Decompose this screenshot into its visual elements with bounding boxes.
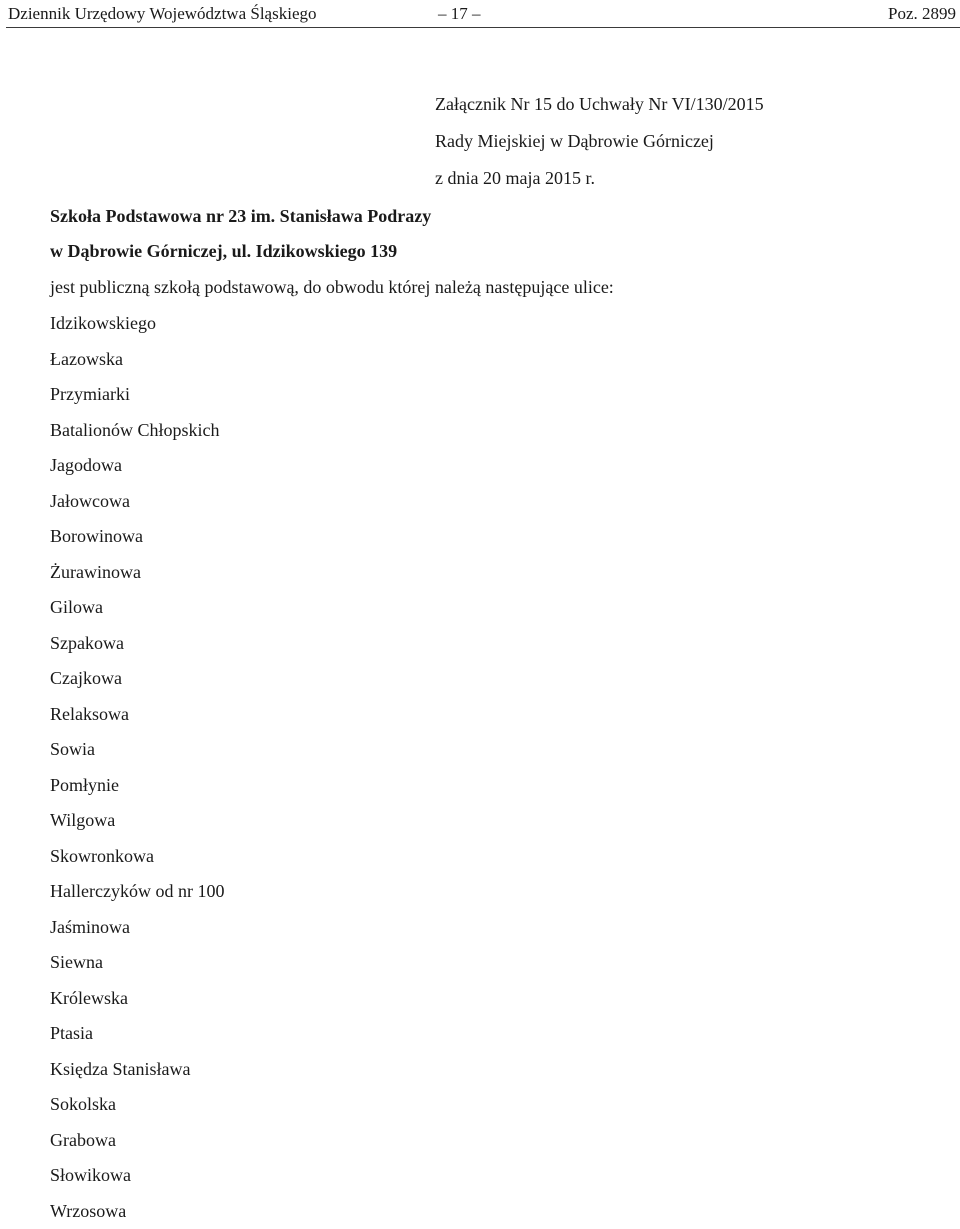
street-item: Grabowa xyxy=(50,1123,224,1159)
street-item: Gilowa xyxy=(50,590,224,626)
street-item: Borowinowa xyxy=(50,519,224,555)
street-list xyxy=(50,306,224,1229)
page-header xyxy=(0,0,960,30)
street-item: Wilgowa xyxy=(50,803,224,839)
street-item: Hallerczyków od nr 100 xyxy=(50,874,224,910)
page-number: – 17 – xyxy=(438,4,481,24)
street-item: Relaksowa xyxy=(50,697,224,733)
attachment-line-1: Załącznik Nr 15 do Uchwały Nr VI/130/2015 xyxy=(435,86,764,123)
journal-title: Dziennik Urzędowy Województwa Śląskiego xyxy=(8,4,317,24)
street-item: Batalionów Chłopskich xyxy=(50,413,224,449)
street-item: Siewna xyxy=(50,945,224,981)
street-item: Skowronkowa xyxy=(50,839,224,875)
street-item: Ptasia xyxy=(50,1016,224,1052)
street-item: Żurawinowa xyxy=(50,555,224,591)
street-item: Jaśminowa xyxy=(50,910,224,946)
street-item: Czajkowa xyxy=(50,661,224,697)
street-item: Szpakowa xyxy=(50,626,224,662)
attachment-line-2: Rady Miejskiej w Dąbrowie Górniczej xyxy=(435,123,764,160)
school-intro: jest publiczną szkołą podstawową, do obwodu której należą następujące ulice: xyxy=(50,270,614,305)
street-item: Jagodowa xyxy=(50,448,224,484)
street-item: Łazowska xyxy=(50,342,224,378)
street-item: Przymiarki xyxy=(50,377,224,413)
street-item: Królewska xyxy=(50,981,224,1017)
school-description xyxy=(50,199,614,305)
street-item: Księdza Stanisława xyxy=(50,1052,224,1088)
street-item: Jałowcowa xyxy=(50,484,224,520)
position-number: Poz. 2899 xyxy=(888,4,956,24)
street-item: Idzikowskiego xyxy=(50,306,224,342)
street-item: Sokolska xyxy=(50,1087,224,1123)
school-name: Szkoła Podstawowa nr 23 im. Stanisława Podrazy xyxy=(50,199,614,234)
street-item: Sowia xyxy=(50,732,224,768)
street-item: Wrzosowa xyxy=(50,1194,224,1229)
attachment-reference xyxy=(435,86,764,197)
attachment-line-3: z dnia 20 maja 2015 r. xyxy=(435,160,764,197)
street-item: Pomłynie xyxy=(50,768,224,804)
school-address: w Dąbrowie Górniczej, ul. Idzikowskiego 139 xyxy=(50,234,614,269)
header-divider xyxy=(6,27,960,28)
street-item: Słowikowa xyxy=(50,1158,224,1194)
